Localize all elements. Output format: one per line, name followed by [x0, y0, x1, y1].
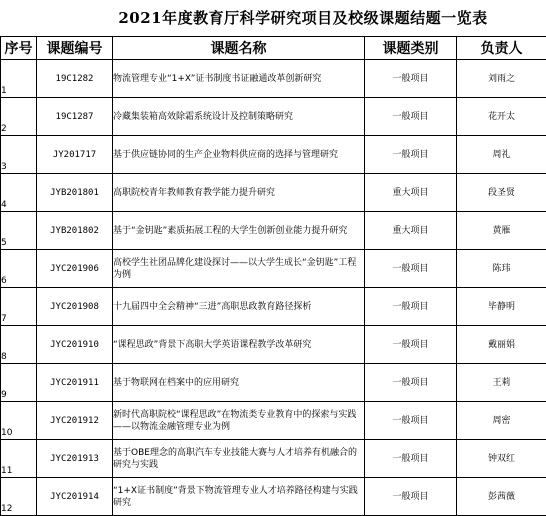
row-name: 基于OBE理念的高职汽车专业技能大赛与人才培养有机融合的研究与实践 [113, 440, 365, 478]
header-name: 课题名称 [113, 37, 365, 60]
table-row [1, 174, 546, 212]
row-owner: 周密 [457, 402, 546, 440]
row-category: 一般项目 [365, 288, 457, 326]
row-category: 一般项目 [365, 136, 457, 174]
table-row [1, 288, 546, 326]
table-row [1, 364, 546, 402]
row-owner: 周礼 [457, 136, 546, 174]
row-name: 物流管理专业“1+X”证书制度书证融通改革创新研究 [113, 60, 365, 98]
row-code: JYB201801 [37, 174, 113, 212]
row-owner: 花开太 [457, 98, 546, 136]
row-index: 8 [1, 326, 37, 364]
header-index: 序号 [1, 37, 37, 60]
table-row [1, 478, 546, 516]
table-row [1, 326, 546, 364]
row-index: 5 [1, 212, 37, 250]
row-category: 重大项目 [365, 174, 457, 212]
row-index: 9 [1, 364, 37, 402]
header-category: 课题类别 [365, 37, 457, 60]
row-code: 19C1287 [37, 98, 113, 136]
row-category: 一般项目 [365, 60, 457, 98]
row-name: 高校学生社团品牌化建设探讨——以大学生成长“金钥匙”工程为例 [113, 250, 365, 288]
row-name: 新时代高职院校“课程思政”在物流类专业教育中的探索与实践——以物流金融管理专业为例 [113, 402, 365, 440]
row-owner: 段圣贤 [457, 174, 546, 212]
row-category: 一般项目 [365, 402, 457, 440]
row-code: JYC201910 [37, 326, 113, 364]
row-index: 4 [1, 174, 37, 212]
row-code: JY201717 [37, 136, 113, 174]
row-owner: 刘雨之 [457, 60, 546, 98]
row-owner: 黄雁 [457, 212, 546, 250]
row-name: “课程思政”背景下高职大学英语课程教学改革研究 [113, 326, 365, 364]
table-row [1, 98, 546, 136]
results-table [0, 36, 546, 516]
table-row [1, 250, 546, 288]
row-code: JYC201911 [37, 364, 113, 402]
header-code: 课题编号 [37, 37, 113, 60]
table-row [1, 136, 546, 174]
header-row [1, 37, 546, 60]
row-name: 基于供应链协同的生产企业物料供应商的选择与管理研究 [113, 136, 365, 174]
row-category: 一般项目 [365, 326, 457, 364]
row-owner: 陈玮 [457, 250, 546, 288]
row-name: 高职院校青年教师教育教学能力提升研究 [113, 174, 365, 212]
row-category: 重大项目 [365, 212, 457, 250]
table-row [1, 212, 546, 250]
row-category: 一般项目 [365, 440, 457, 478]
row-index: 3 [1, 136, 37, 174]
table-row [1, 440, 546, 478]
row-index: 11 [1, 440, 37, 478]
row-category: 一般项目 [365, 98, 457, 136]
row-index: 10 [1, 402, 37, 440]
row-code: JYC201912 [37, 402, 113, 440]
header-owner: 负责人 [457, 37, 546, 60]
row-code: JYC201906 [37, 250, 113, 288]
row-owner: 毕静明 [457, 288, 546, 326]
row-index: 1 [1, 60, 37, 98]
row-name: 基于“金钥匙”素质拓展工程的大学生创新创业能力提升研究 [113, 212, 365, 250]
row-name: 冷藏集装箱高效除霜系统设计及控制策略研究 [113, 98, 365, 136]
row-owner: 钟双红 [457, 440, 546, 478]
row-category: 一般项目 [365, 364, 457, 402]
row-code: 19C1282 [37, 60, 113, 98]
row-code: JYC201913 [37, 440, 113, 478]
row-category: 一般项目 [365, 478, 457, 516]
row-index: 6 [1, 250, 37, 288]
row-name: 基于物联网在档案中的应用研究 [113, 364, 365, 402]
row-owner: 戴丽娟 [457, 326, 546, 364]
row-owner: 王莉 [457, 364, 546, 402]
row-owner: 彭茜薇 [457, 478, 546, 516]
page-title: 2021年度教育厅科学研究项目及校级课题结题一览表 [0, 0, 546, 36]
table-row [1, 60, 546, 98]
row-index: 2 [1, 98, 37, 136]
row-index: 12 [1, 478, 37, 516]
row-name: “1+X证书制度”背景下物流管理专业人才培养路径构建与实践研究 [113, 478, 365, 516]
row-code: JYB201802 [37, 212, 113, 250]
row-code: JYC201914 [37, 478, 113, 516]
table-row [1, 402, 546, 440]
row-index: 7 [1, 288, 37, 326]
row-category: 一般项目 [365, 250, 457, 288]
row-code: JYC201908 [37, 288, 113, 326]
row-name: 十九届四中全会精神“三进”高职思政教育路径探析 [113, 288, 365, 326]
